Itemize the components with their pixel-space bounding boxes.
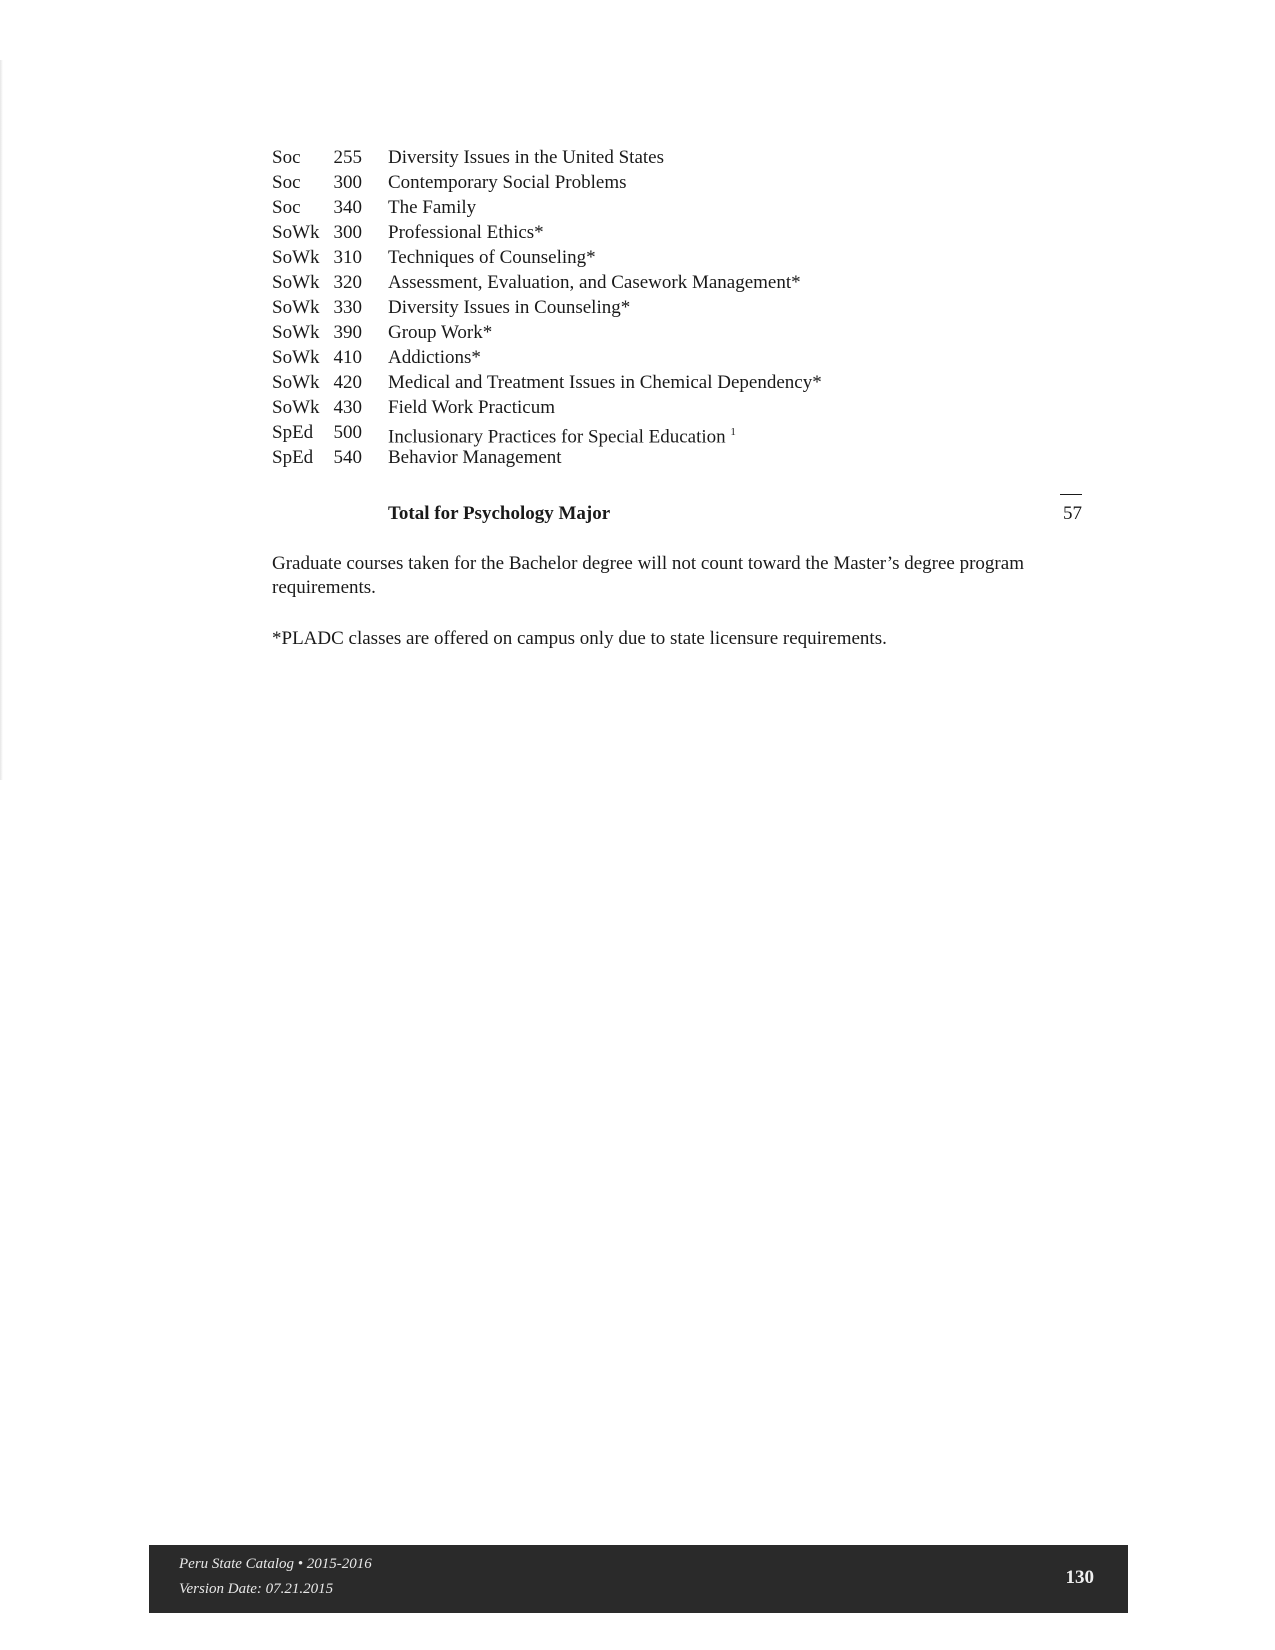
course-subject: SoWk	[272, 272, 320, 293]
course-title: Field Work Practicum	[388, 397, 555, 418]
footer-catalog-title: Peru State Catalog • 2015-2016	[179, 1556, 372, 1572]
course-subject: Soc	[272, 197, 301, 218]
course-number: 500	[333, 422, 362, 443]
course-title-cell	[388, 145, 664, 170]
course-number: 310	[333, 247, 362, 268]
course-title-cell	[388, 445, 562, 470]
course-subject: Soc	[272, 172, 301, 193]
course-title: Professional Ethics*	[388, 222, 544, 243]
course-number: 300	[333, 222, 362, 243]
course-title-cell	[388, 270, 801, 295]
course-title-cell	[388, 245, 596, 270]
course-title: Behavior Management	[388, 447, 562, 468]
course-title-cell	[388, 345, 481, 370]
footer-version-date: Version Date: 07.21.2015	[179, 1581, 334, 1597]
course-title: Diversity Issues in the United States	[388, 147, 664, 168]
course-title: Diversity Issues in Counseling*	[388, 297, 631, 318]
course-title-cell	[388, 295, 630, 320]
course-title: Medical and Treatment Issues in Chemical Dependency*	[388, 372, 822, 393]
total-rule	[1060, 494, 1082, 495]
course-title: Inclusionary Practices for Special Education	[388, 426, 726, 448]
course-title: Contemporary Social Problems	[388, 172, 627, 193]
page-footer	[149, 1545, 1128, 1613]
course-title-cell	[388, 395, 555, 420]
page-number: 130	[1065, 1567, 1094, 1588]
course-subject: SoWk	[272, 297, 320, 318]
course-subject: SoWk	[272, 322, 320, 343]
course-number: 430	[333, 397, 362, 418]
course-title: Techniques of Counseling*	[388, 247, 596, 268]
course-subject: SoWk	[272, 397, 320, 418]
course-title-cell	[388, 195, 476, 220]
course-subject: SoWk	[272, 372, 320, 393]
course-title: Assessment, Evaluation, and Casework Management*	[388, 272, 801, 293]
graduate-note: Graduate courses taken for the Bachelor degree will not count toward the Master’s degree program requirements.	[272, 553, 1024, 598]
total-value: 57	[1063, 503, 1082, 524]
page-edge-shadow	[0, 60, 3, 780]
course-subject: SoWk	[272, 347, 320, 368]
course-number: 330	[333, 297, 362, 318]
course-subject: Soc	[272, 147, 301, 168]
pladc-note: *PLADC classes are offered on campus only due to state licensure requirements.	[272, 628, 887, 649]
course-number: 420	[333, 372, 362, 393]
course-title-cell	[388, 170, 627, 195]
course-number: 300	[333, 172, 362, 193]
course-footnote-marker: 1	[730, 426, 736, 438]
course-title: Group Work*	[388, 322, 493, 343]
course-number: 390	[333, 322, 362, 343]
course-title: Addictions*	[388, 347, 481, 368]
course-number: 540	[333, 447, 362, 468]
course-subject: SoWk	[272, 247, 320, 268]
course-title-cell	[388, 320, 492, 345]
course-subject: SoWk	[272, 222, 320, 243]
total-label: Total for Psychology Major	[388, 503, 611, 524]
course-subject: SpEd	[272, 447, 314, 468]
course-number: 410	[333, 347, 362, 368]
course-number: 320	[333, 272, 362, 293]
course-title: The Family	[388, 197, 477, 218]
course-title-cell	[388, 220, 544, 245]
course-title-cell	[388, 370, 822, 395]
course-number: 340	[333, 197, 362, 218]
course-subject: SpEd	[272, 422, 314, 443]
total-row	[388, 501, 1082, 527]
course-number: 255	[333, 147, 362, 168]
